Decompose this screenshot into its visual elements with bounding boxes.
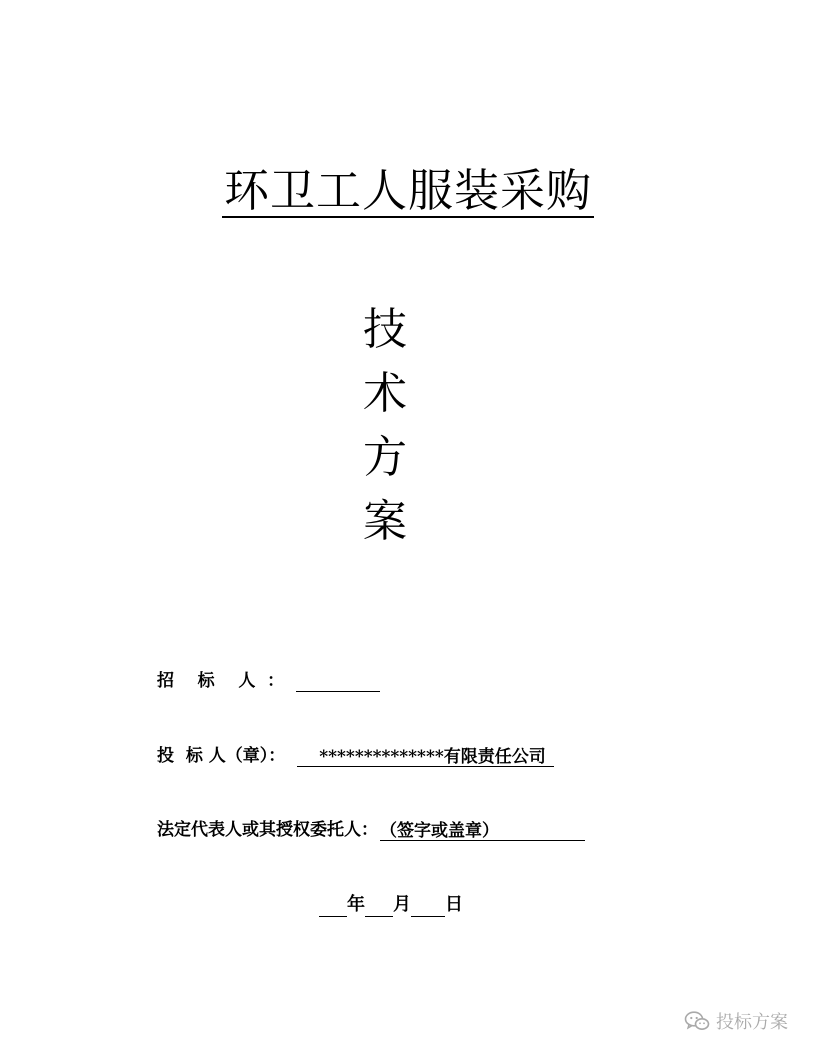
subtitle-char: 方 [363,432,407,483]
day-label: 日 [445,894,463,915]
tenderer-label: 招 标 人 ： [157,671,285,691]
document-subtitle [360,298,410,554]
watermark [684,1008,788,1034]
year-label: 年 [347,894,365,915]
legal-rep-field [157,819,585,841]
subtitle-char: 术 [363,368,407,419]
legal-rep-label: 法定代表人或其授权委托人： [157,820,378,840]
bidder-field [157,745,554,767]
year-blank [319,896,347,917]
subtitle-char: 技 [363,304,407,355]
tenderer-blank-line [296,671,380,692]
day-blank [411,896,445,917]
watermark-text: 投标方案 [716,1012,788,1033]
month-label: 月 [393,894,411,915]
document-title-text: 环卫工人服装采购 [223,164,592,217]
month-blank [365,896,393,917]
bidder-value: **************有限责任公司 [297,746,553,767]
document-title [0,163,816,219]
date-line [319,893,463,917]
tenderer-field [157,670,380,692]
legal-rep-value: （签字或盖章） [380,820,585,841]
wechat-icon [684,1010,710,1032]
subtitle-char: 案 [363,496,407,547]
bidder-label: 投 标 人（章）： [157,746,286,766]
